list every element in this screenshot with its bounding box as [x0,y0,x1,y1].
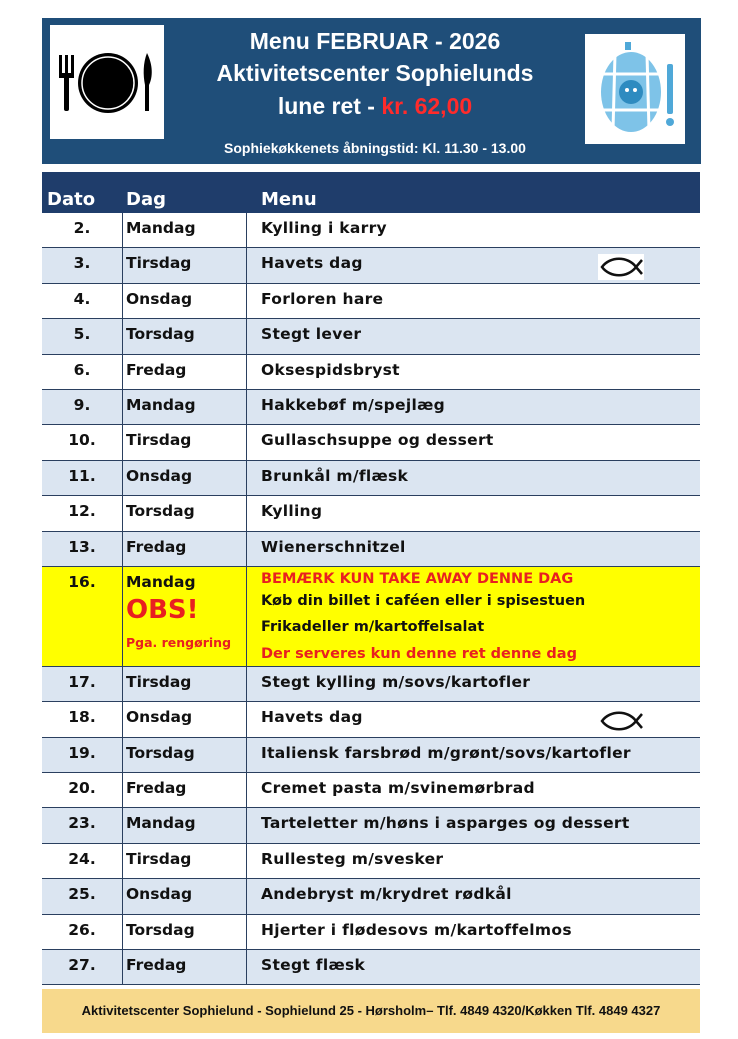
table-row [42,532,700,567]
row-day: Mandag [126,814,196,833]
cleaning-reason: Pga. rengøring [126,634,232,650]
table-header [42,172,700,213]
row-day: Mandag [126,572,196,591]
row-menu: Cremet pasta m/svinemørbrad [261,779,535,798]
table-row [42,844,700,879]
row-menu: Stegt flæsk [261,956,366,975]
row-day: Onsdag [126,466,193,485]
row-date: 12. [68,502,96,521]
row-menu: Forloren hare [261,289,384,308]
row-day: Tirsdag [126,431,192,450]
row-date: 25. [68,885,96,904]
table-row [42,425,700,460]
row-date: 4. [73,289,91,308]
row-date: 20. [68,779,96,798]
row-day: Fredag [126,779,187,798]
row-date: 23. [68,814,96,833]
table-row [42,390,700,425]
row-day: Torsdag [126,743,195,762]
row-date: 13. [68,537,96,556]
row-date: 9. [73,395,91,414]
row-day: Onsdag [126,885,193,904]
take-away-notice: BEMÆRK KUN TAKE AWAY DENNE DAG [261,570,574,587]
price-line [170,93,580,120]
table-row [42,702,700,737]
table-row [42,496,700,531]
row-date: 6. [73,360,91,379]
price-value: kr. 62,00 [381,93,473,119]
footer-contact: Aktivitetscenter Sophielund - Sophielund 25 - Hørsholm– Tlf. 4849 4320/Køkken Tlf. 4849 4327 [42,989,700,1033]
row-date: 2. [73,219,91,237]
row-date: 5. [73,325,91,344]
row-day: Mandag [126,395,196,414]
row-date: 19. [68,743,96,762]
row-date: 24. [68,849,96,868]
row-menu: Andebryst m/krydret rødkål [261,885,512,904]
row-date: 18. [68,708,96,727]
center-name: Aktivitetscenter Sophielunds [216,60,534,86]
barrel-logo-icon [585,34,685,144]
row-menu: Havets dag [261,254,363,273]
table-row [42,773,700,808]
table-row [42,284,700,319]
row-day: Onsdag [126,708,193,727]
table-row [42,355,700,390]
fish-icon [598,254,644,280]
row-day: Onsdag [126,289,193,308]
row-menu: Stegt lever [261,325,362,344]
obs-warning: OBS! [126,594,199,625]
table-row [42,667,700,702]
table-row [42,879,700,914]
row-menu: Havets dag [261,708,363,727]
table-row [42,213,700,248]
row-day: Tirsdag [126,254,192,273]
row-date: 10. [68,431,96,450]
column-header-date: Dato [47,189,96,210]
row-menu: Italiensk farsbrød m/grønt/sovs/kartofler [261,743,631,762]
row-date: 17. [68,672,96,691]
table-row [42,248,700,283]
row-day: Torsdag [126,325,195,344]
table-row [42,738,700,773]
row-menu: Tarteletter m/høns i asparges og dessert [261,814,630,833]
row-day: Fredag [126,537,187,556]
row-date: 27. [68,956,96,975]
fish-icon [598,708,644,734]
ticket-notice: Køb din billet i caféen eller i spisestuen [261,592,586,609]
row-day: Mandag [126,219,196,237]
table-row [42,461,700,496]
row-day: Fredag [126,360,187,379]
table-row [42,319,700,354]
row-day: Torsdag [126,502,195,521]
row-menu: Frikadeller m/kartoffelsalat [261,618,485,635]
lune-ret-label: lune ret - [277,93,382,119]
table-row [42,950,700,985]
row-day: Tirsdag [126,849,192,868]
row-date: 26. [68,920,96,939]
row-day: Fredag [126,956,187,975]
row-day: Tirsdag [126,672,192,691]
plate-cutlery-icon [50,25,164,139]
only-dish-notice: Der serveres kun denne ret denne dag [261,645,577,662]
row-day: Torsdag [126,920,195,939]
column-header-day: Dag [126,189,166,210]
row-date: 11. [68,466,96,485]
row-menu: Oksespidsbryst [261,360,400,379]
row-menu: Stegt kylling m/sovs/kartofler [261,672,531,691]
row-menu: Kylling i karry [261,219,387,237]
table-row [42,808,700,843]
column-header-menu: Menu [261,189,317,210]
menu-table [42,172,700,985]
row-date: 16. [68,572,96,591]
opening-hours: Sophiekøkkenets åbningstid: Kl. 11.30 - 13.00 [224,140,526,156]
row-menu: Hakkebøf m/spejlæg [261,395,446,414]
row-menu: Rullesteg m/svesker [261,849,444,868]
row-menu: Wienerschnitzel [261,537,406,556]
row-menu: Hjerter i flødesovs m/kartoffelmos [261,920,572,939]
menu-title: Menu FEBRUAR - 2026 [249,28,501,54]
row-menu: Brunkål m/flæsk [261,466,409,485]
table-row [42,915,700,950]
row-menu: Gullaschsuppe og dessert [261,431,494,450]
special-notice-row [42,567,700,667]
row-date: 3. [73,254,91,273]
row-menu: Kylling [261,502,323,521]
